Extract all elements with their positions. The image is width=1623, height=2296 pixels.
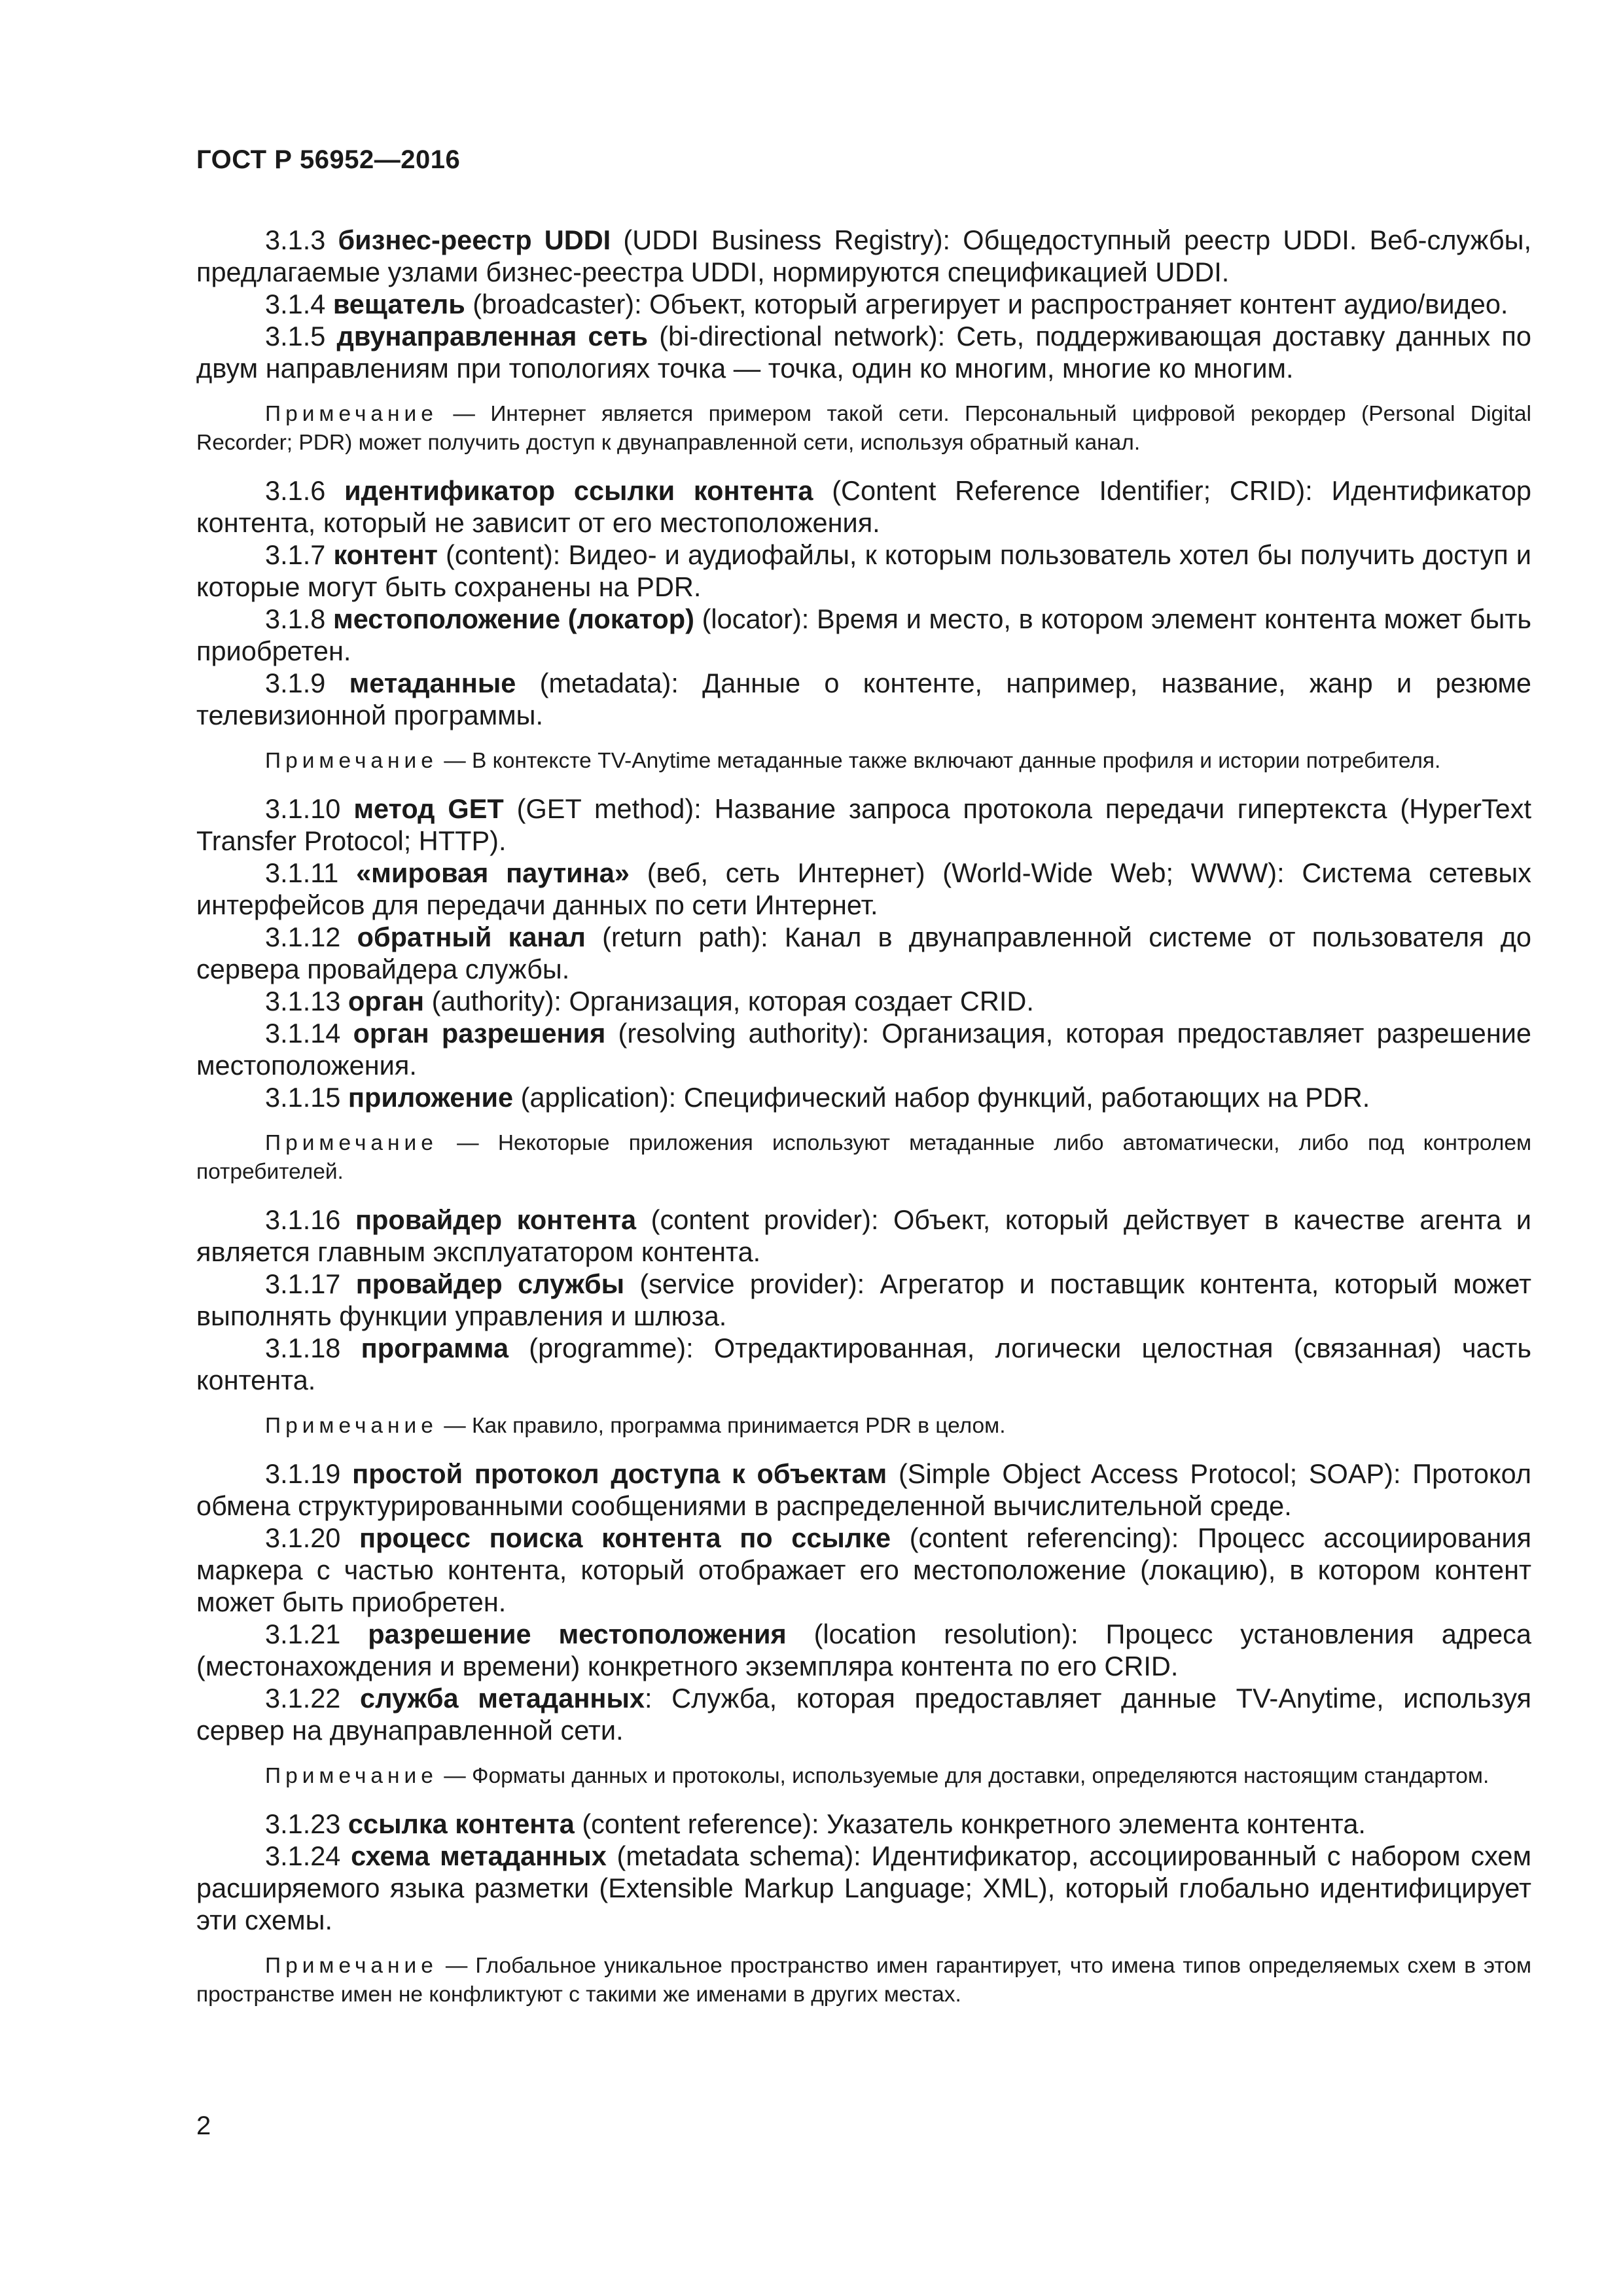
note-text: — Как правило, программа принимается PDR в целом.	[437, 1414, 1006, 1438]
term-name: схема метаданных	[351, 1840, 607, 1871]
document-page	[196, 0, 1531, 2296]
term-name: служба метаданных	[360, 1683, 645, 1713]
note	[196, 400, 1531, 457]
term-definition	[196, 1268, 1531, 1332]
term-text: (metadata): Данные о контенте, например, название, жанр и резюме телевизионной программы.	[196, 668, 1532, 730]
term-number: 3.1.22	[265, 1683, 341, 1713]
term-number: 3.1.9	[265, 668, 326, 698]
term-text: (metadata schema): Идентификатор, ассоциированный с набором схем расширяемого языка разметки (Extensible Markup Language; XML), который глобально идентифицирует эти схемы.	[196, 1840, 1531, 1935]
term-name: бизнес-реестр UDDI	[338, 224, 611, 255]
term-definition	[196, 1081, 1531, 1113]
term-number: 3.1.10	[265, 793, 341, 824]
term-name: простой протокол доступа к объектам	[352, 1458, 887, 1489]
term-text: (Content Reference Identifier; CRID): Идентификатор контента, который не зависит от его местоположения.	[196, 475, 1532, 538]
term-text: (веб, сеть Интернет) (World-Wide Web; WWW): Система сетевых интерфейсов для передачи данных по сети Интернет.	[196, 857, 1531, 920]
term-text: (GET method): Название запроса протокола передачи гипертекста (HyperText Transfer Protocol; HTTP).	[196, 793, 1532, 856]
term-name: вещатель	[332, 289, 465, 319]
term-definition	[196, 1458, 1531, 1522]
term-text: (content referencing): Процесс ассоциирования маркера с частью контента, который отображает его местоположение (локацию), в котором контент может быть приобретен.	[196, 1522, 1532, 1617]
note-text: — Некоторые приложения используют метаданные либо автоматически, либо под контролем потребителей.	[196, 1131, 1531, 1184]
term-number: 3.1.12	[265, 922, 341, 952]
term-number: 3.1.23	[265, 1808, 341, 1839]
term-definition	[196, 1840, 1531, 1936]
term-number: 3.1.19	[265, 1458, 341, 1489]
term-text: (location resolution): Процесс установления адреса (местонахождения и времени) конкретного экземпляра контента по его CRID.	[196, 1619, 1532, 1681]
term-number: 3.1.7	[265, 539, 326, 570]
term-name: двунаправленная сеть	[336, 321, 648, 351]
term-number: 3.1.11	[265, 857, 339, 888]
term-number: 3.1.20	[265, 1522, 341, 1553]
term-text: (application): Специфический набор функций, работающих на PDR.	[513, 1082, 1370, 1113]
note	[196, 747, 1531, 776]
term-number: 3.1.3	[265, 224, 326, 255]
note-label: Примечание	[265, 1131, 438, 1155]
term-name: метаданные	[349, 668, 516, 698]
term-text: (programme): Отредактированная, логически целостная (связанная) часть контента.	[196, 1333, 1531, 1395]
term-definition	[196, 1808, 1531, 1840]
note	[196, 1129, 1531, 1187]
standard-header: ГОСТ Р 56952—2016	[196, 145, 461, 174]
term-definition	[196, 320, 1531, 384]
term-definition	[196, 1522, 1531, 1618]
term-definition	[196, 985, 1531, 1017]
note-text: — Глобальное уникальное пространство имен гарантирует, что имена типов определяемых схем в этом пространстве имен не конфликтуют с такими же именами в других местах.	[196, 1954, 1531, 2007]
term-text: (resolving authority): Организация, которая предоставляет разрешение местоположения.	[196, 1018, 1532, 1081]
term-number: 3.1.15	[265, 1082, 341, 1113]
term-text: (authority): Организация, которая создает CRID.	[424, 986, 1034, 1016]
term-text: (Simple Object Access Protocol; SOAP): Протокол обмена структурированными сообщениями в распределенной вычислительной среде.	[196, 1458, 1532, 1521]
term-name: провайдер службы	[355, 1268, 625, 1299]
term-text: (locator): Время и место, в котором элемент контента может быть приобретен.	[196, 603, 1531, 666]
term-name: идентификатор ссылки контента	[344, 475, 813, 506]
page-number: 2	[196, 2111, 211, 2140]
note-label: Примечание	[265, 402, 438, 426]
term-name: метод GET	[353, 793, 504, 824]
term-definition	[196, 539, 1531, 603]
term-name: орган разрешения	[353, 1018, 606, 1049]
term-number: 3.1.14	[265, 1018, 341, 1049]
term-definition	[196, 921, 1531, 985]
note-text: — В контексте TV-Anytime метаданные также включают данные профиля и истории потребителя.	[437, 749, 1441, 773]
note-label: Примечание	[265, 1954, 438, 1978]
note	[196, 1952, 1531, 2009]
term-definition	[196, 1682, 1531, 1746]
term-text: : Служба, которая предоставляет данные TV-Anytime, используя сервер на двунаправленной сети.	[196, 1683, 1531, 1746]
term-number: 3.1.16	[265, 1204, 341, 1235]
term-definition	[196, 667, 1531, 731]
note-text: — Интернет является примером такой сети. Персональный цифровой рекордер (Personal Digital Recorder; PDR) может получить доступ к двунаправленной сети, используя обратный канал.	[196, 402, 1531, 455]
term-text: (bi-directional network): Сеть, поддерживающая доставку данных по двум направлениям при топологиях точка — точка, один ко многим, многие ко многим.	[196, 321, 1531, 384]
note	[196, 1412, 1531, 1441]
term-definition	[196, 475, 1531, 539]
term-name: процесс поиска контента по ссылке	[359, 1522, 891, 1553]
term-name: контент	[333, 539, 438, 570]
note-label: Примечание	[265, 749, 438, 773]
term-number: 3.1.21	[265, 1619, 341, 1649]
term-definition	[196, 224, 1531, 288]
term-text: (return path): Канал в двунаправленной системе от пользователя до сервера провайдера службы.	[196, 922, 1531, 984]
term-definition	[196, 1204, 1531, 1268]
term-number: 3.1.4	[265, 289, 326, 319]
term-number: 3.1.18	[265, 1333, 341, 1363]
term-name: провайдер контента	[355, 1204, 637, 1235]
term-number: 3.1.6	[265, 475, 326, 506]
note-label: Примечание	[265, 1414, 438, 1438]
term-text: (UDDI Business Registry): Общедоступный реестр UDDI. Веб-службы, предлагаемые узлами бизнес-реестра UDDI, нормируются спецификацией UDDI.	[196, 224, 1531, 287]
term-text: (broadcaster): Объект, который агрегирует и распространяет контент аудио/видео.	[465, 289, 1508, 319]
term-definition	[196, 603, 1531, 667]
note-text: — Форматы данных и протоколы, используемые для доставки, определяются настоящим стандартом.	[437, 1764, 1489, 1788]
term-number: 3.1.24	[265, 1840, 341, 1871]
term-number: 3.1.13	[265, 986, 341, 1016]
term-name: местоположение (локатор)	[333, 603, 694, 634]
note-label: Примечание	[265, 1764, 438, 1788]
term-name: программа	[361, 1333, 509, 1363]
term-text: (content reference): Указатель конкретного элемента контента.	[574, 1808, 1366, 1839]
definitions-section	[196, 224, 1531, 2026]
term-text: (content): Видео- и аудиофайлы, к которым пользователь хотел бы получить доступ и которые могут быть сохранены на PDR.	[196, 539, 1531, 602]
term-name: разрешение местоположения	[368, 1619, 787, 1649]
term-definition	[196, 1332, 1531, 1396]
term-number: 3.1.8	[265, 603, 326, 634]
term-name: обратный канал	[357, 922, 586, 952]
term-name: орган	[348, 986, 425, 1016]
term-definition	[196, 288, 1531, 320]
term-text: (service provider): Агрегатор и поставщик контента, который может выполнять функции управления и шлюза.	[196, 1268, 1532, 1331]
term-text: (content provider): Объект, который действует в качестве агента и является главным эксплуататором контента.	[196, 1204, 1531, 1267]
term-definition	[196, 857, 1531, 921]
term-number: 3.1.5	[265, 321, 326, 351]
term-definition	[196, 793, 1531, 857]
term-name: «мировая паутина»	[356, 857, 630, 888]
term-name: ссылка контента	[348, 1808, 575, 1839]
note	[196, 1762, 1531, 1791]
term-definition	[196, 1618, 1531, 1682]
term-number: 3.1.17	[265, 1268, 341, 1299]
term-name: приложение	[348, 1082, 514, 1113]
term-definition	[196, 1017, 1531, 1081]
